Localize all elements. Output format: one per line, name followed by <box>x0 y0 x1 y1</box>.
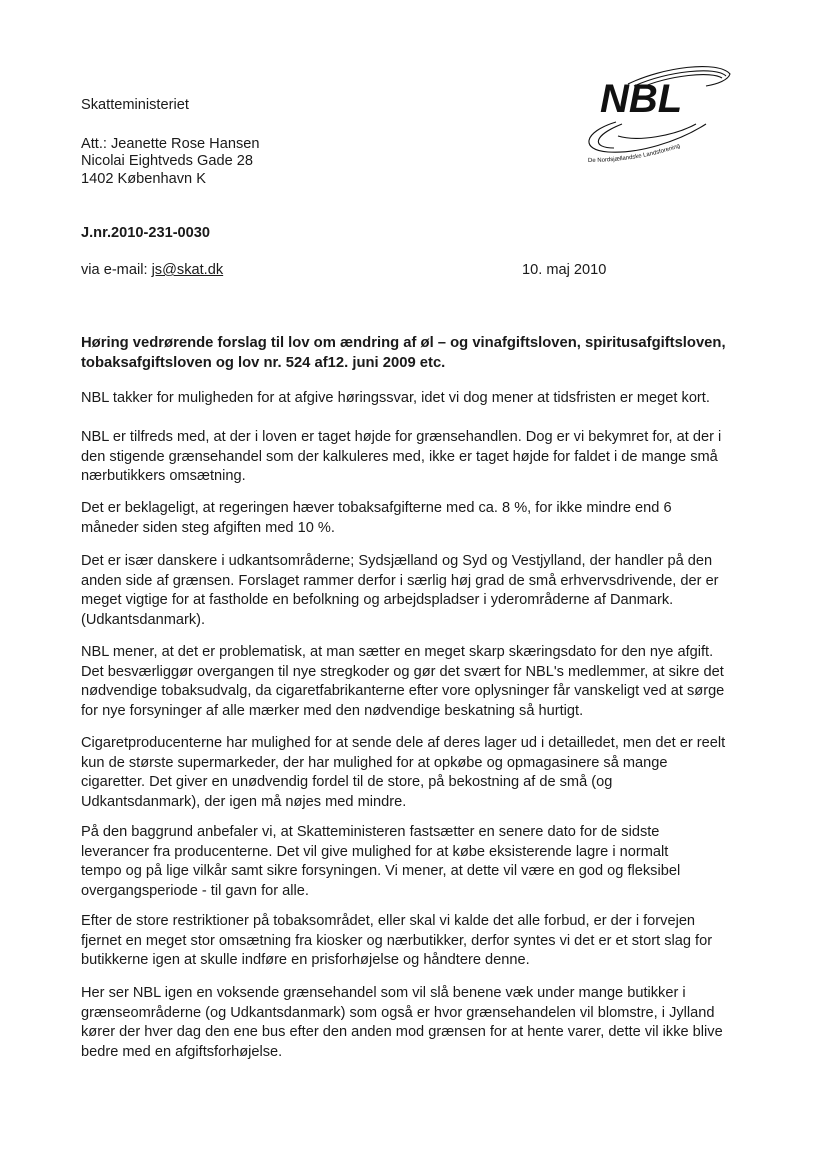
paragraph-line: Efter de store restriktioner på tobaksområdet, eller skal vi kalde det alle forbud, er der i forvejen <box>81 913 696 929</box>
paragraph-line: Det er især danskere i udkantsområderne; Sydsjælland og Syd og Vestjylland, der handler på den <box>81 553 713 569</box>
paragraph <box>81 912 781 971</box>
paragraph-line: NBL takker for muligheden for at afgive høringssvar, idet vi dog mener at tidsfristen er meget kort. <box>81 390 710 406</box>
paragraph-line: grænseområderne (og Udkantsdanmark) som også er hvor grænsehandelen vil blomstre, i Jylland <box>81 1004 715 1021</box>
paragraph-line: Det er beklageligt, at regeringen hæver tobaksafgifterne med ca. 8 %, for ikke mindre end 6 <box>81 500 672 516</box>
subject-line: Høring vedrørende forslag til lov om ændring af øl – og vinafgiftsloven, spiritusafgiftsloven, <box>81 335 726 351</box>
street-address: Nicolai Eightveds Gade 28 <box>81 153 253 169</box>
letter-subject <box>81 334 801 373</box>
paragraph-line: den stigende grænsehandel som der kalkuleres med, ikke er taget højde for faldet i de mange små <box>81 448 718 465</box>
paragraph-line: kun de største supermarkeder, der har mulighed for at opkøbe og opmagasinere så mange <box>81 754 668 771</box>
paragraph-line: cigaretter. Det giver en unødvendig fordel til de store, på bekostning af de små (og <box>81 774 613 790</box>
paragraph-line: nødvendige tobaksudvalg, da cigaretfabrikanterne efter vore oplysninger får vanskeligt ved at sørge <box>81 683 725 699</box>
paragraph <box>81 428 781 487</box>
city-address: 1402 København K <box>81 171 206 187</box>
paragraph-line: (Udkantsdanmark). <box>81 611 206 628</box>
paragraph-line: for nye forsyninger af alle mærker med den nødvendige beskatning så hurtigt. <box>81 702 584 719</box>
paragraph-line: nærbutikkers omsætning. <box>81 468 246 484</box>
paragraph-line: Det besværliggør overgangen til nye stregkoder og gør det svært for NBL's medlemmer, at sikre det <box>81 663 724 680</box>
email-link[interactable]: js@skat.dk <box>151 262 224 278</box>
paragraph-line: anden side af grænsen. Forslaget rammer derfor i særlig høj grad de små erhvervsdrivende, der er <box>81 572 719 589</box>
logo-arc-text: De Nordsjællandske Landsforening <box>587 143 681 165</box>
logo-text: NBL <box>600 77 683 121</box>
via-email-label: via e-mail: <box>81 262 152 278</box>
paragraph-line: leverancer fra producenterne. Det vil give mulighed for at købe eksisterende lagre i normalt <box>81 843 669 860</box>
paragraph-line: Udkantsdanmark), der igen må nøjes med mindre. <box>81 793 407 810</box>
via-email-line <box>81 262 223 278</box>
paragraph <box>81 499 781 538</box>
journal-number: J.nr.2010-231-0030 <box>81 225 211 241</box>
paragraph-line: meget vigtige for at fastholde en befolkning og arbejdspladser i yderområderne af Danmark. <box>81 592 674 608</box>
paragraph <box>81 389 781 409</box>
paragraph-line: kører der hver dag den ene bus efter den anden mod grænsen for at hente varer, dette vil ikke blive <box>81 1024 723 1040</box>
paragraph <box>81 984 781 1062</box>
nbl-logo-icon <box>578 62 738 172</box>
paragraph-line: butikkerne igen at skulle indføre en prisforhøjelse og håndtere denne. <box>81 952 530 968</box>
paragraph-line: måneder siden steg afgiften med 10 %. <box>81 519 335 536</box>
paragraph-line: fjernet en meget stor omsætning fra kiosker og nærbutikker, derfor syntes vi det er et stort slag for <box>81 932 713 949</box>
paragraph <box>81 552 781 630</box>
subject-line: tobaksafgiftsloven og lov nr. 524 af12. juni 2009 etc. <box>81 354 446 371</box>
paragraph-line: På den baggrund anbefaler vi, at Skatteministeren fastsætter en senere dato for de sidste <box>81 824 660 840</box>
recipient-org: Skatteministeriet <box>81 97 189 113</box>
paragraph-line: tempo og på lige vilkår samt sikre forsyningen. Vi mener, at dette vil være en god og fleksibel <box>81 863 681 879</box>
paragraph-line: Her ser NBL igen en voksende grænsehandel som vil slå benene væk under mange butikker i <box>81 985 686 1001</box>
letter-date: 10. maj 2010 <box>522 262 607 278</box>
paragraph <box>81 734 781 812</box>
paragraph-line: Cigaretproducenterne har mulighed for at sende dele af deres lager ud i detailledet, men det er reelt <box>81 735 726 751</box>
paragraph <box>81 643 781 721</box>
paragraph <box>81 823 781 901</box>
paragraph-line: NBL mener, at det er problematisk, at man sætter en meget skarp skæringsdato for den nye afgift. <box>81 644 714 660</box>
paragraph-line: NBL er tilfreds med, at der i loven er taget højde for grænsehandlen. Dog er vi bekymret for, at der i <box>81 429 722 445</box>
paragraph-line: overgangsperiode - til gavn for alle. <box>81 882 309 899</box>
att-line: Att.: Jeanette Rose Hansen <box>81 136 260 152</box>
paragraph-line: bedre med en afgiftsforhøjelse. <box>81 1043 283 1060</box>
